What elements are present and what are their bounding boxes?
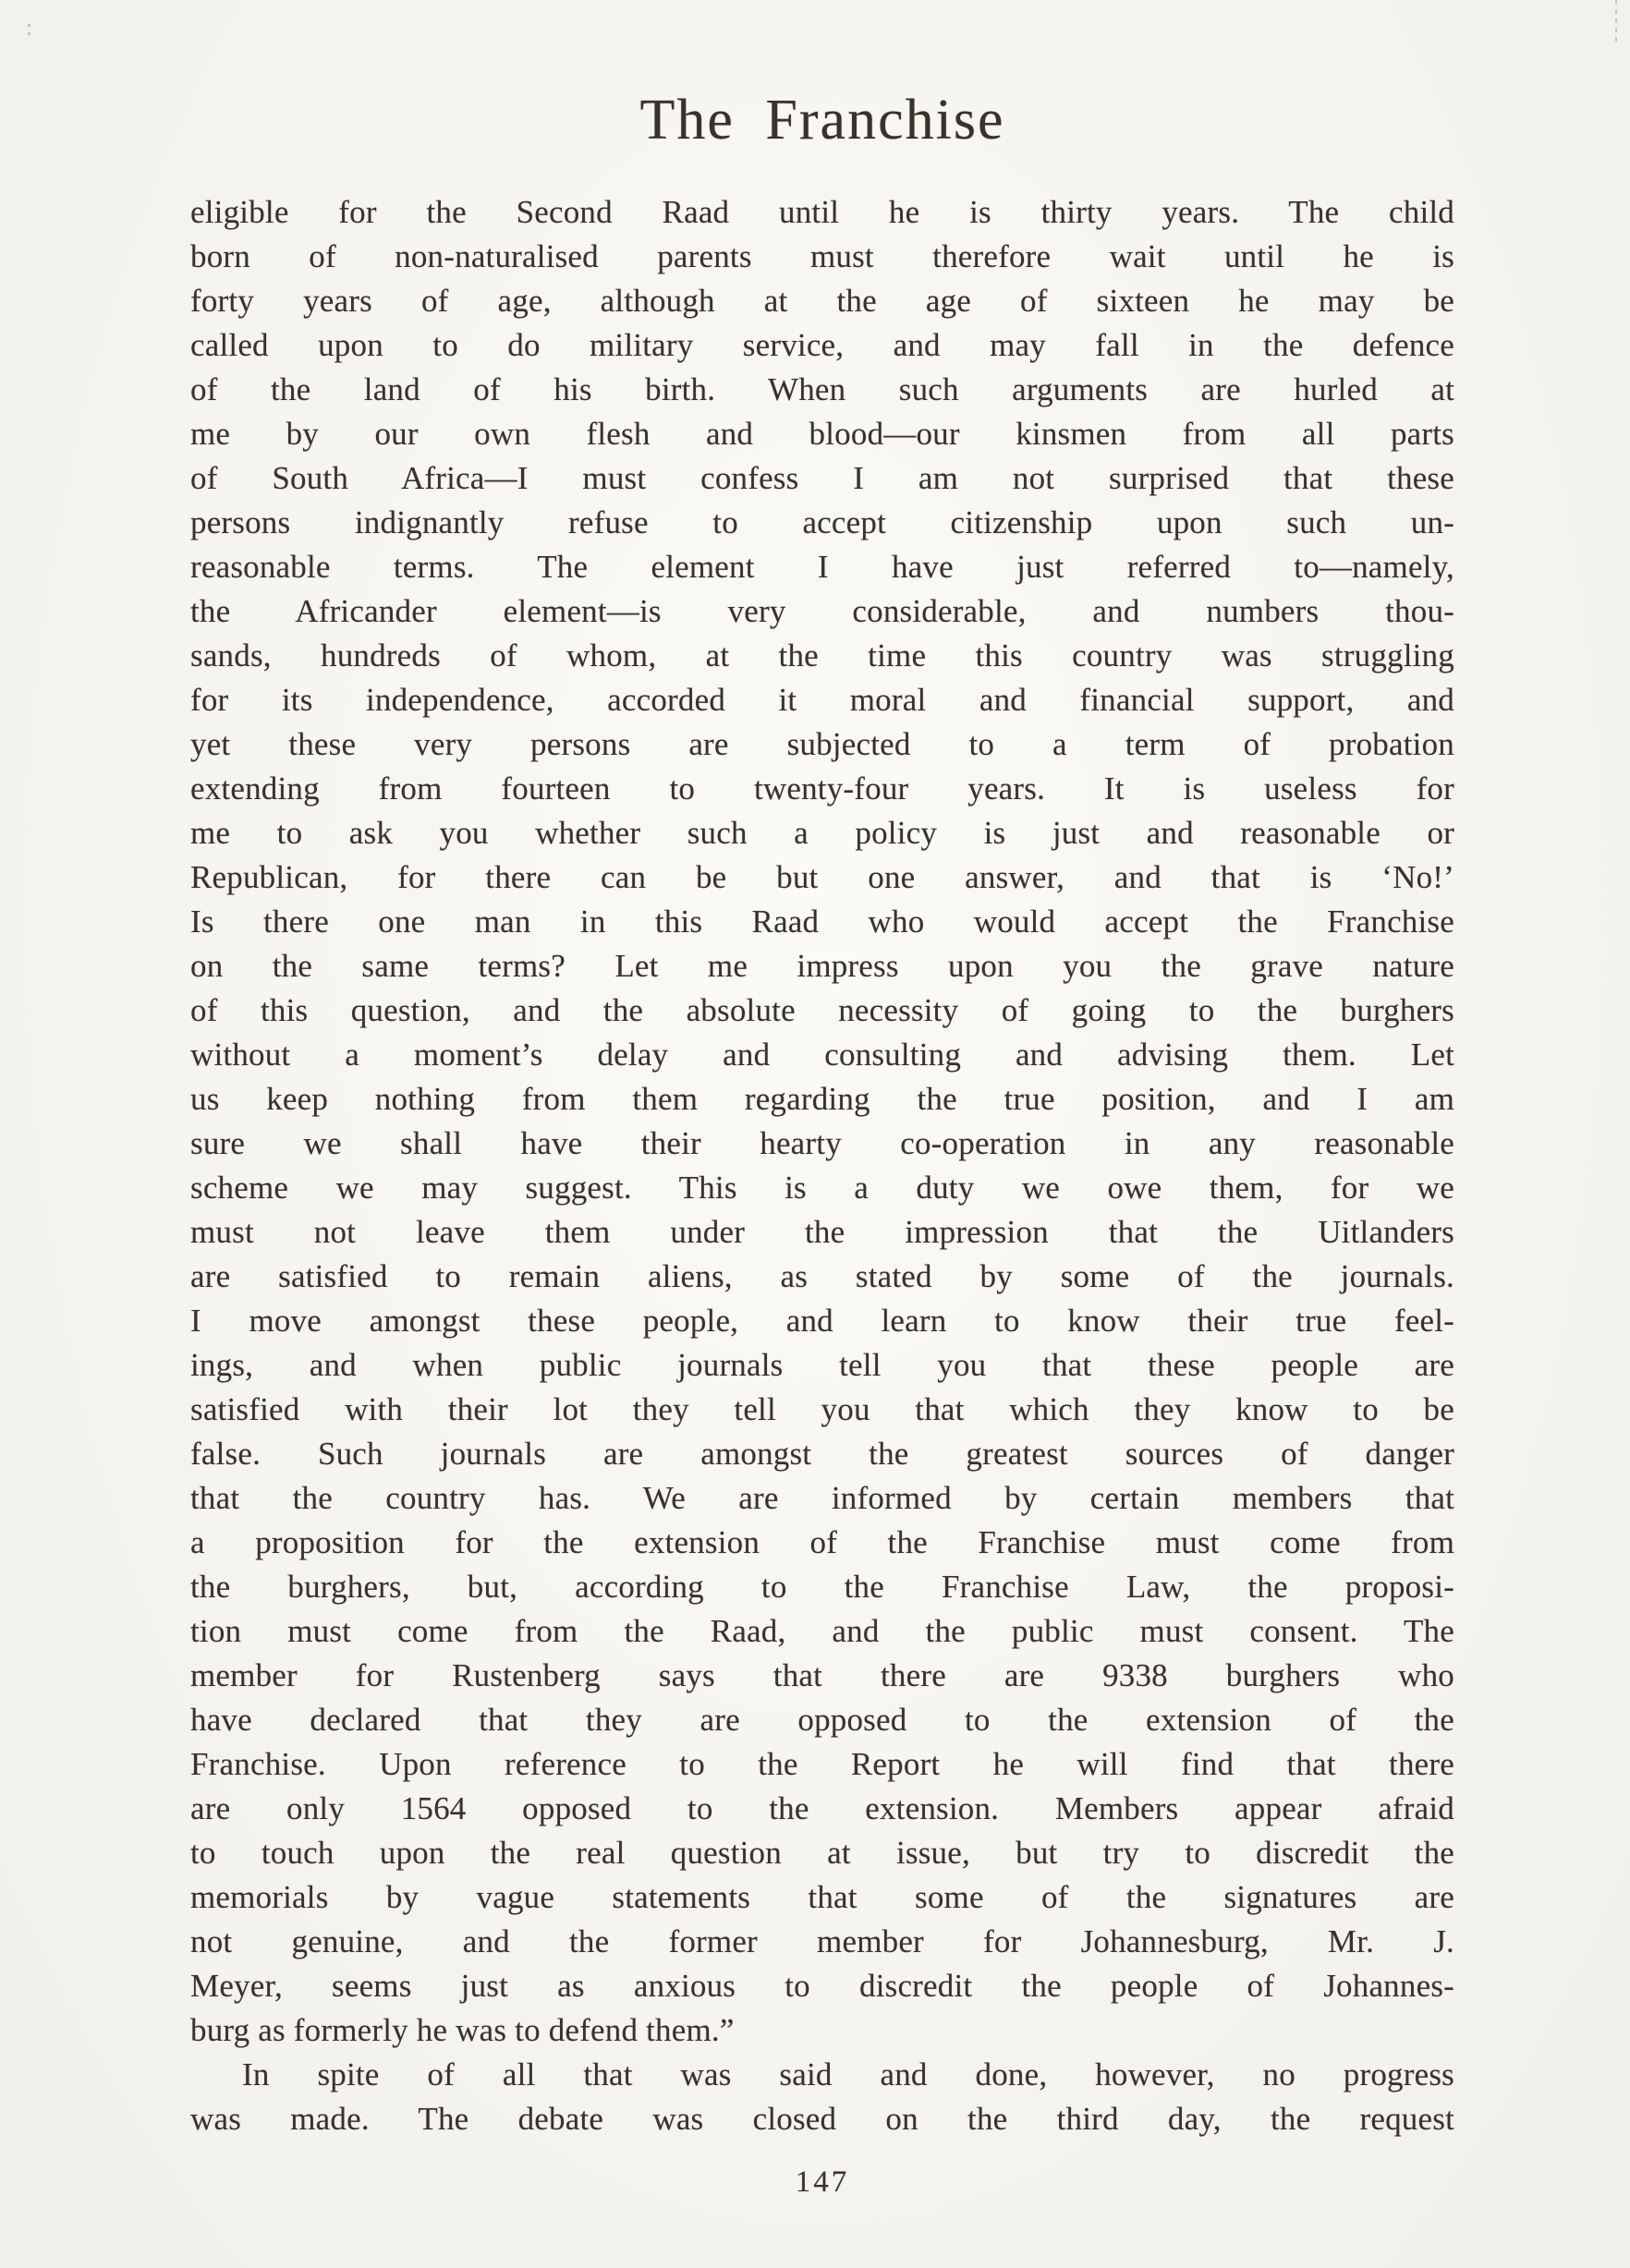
- text-line: me to ask you whether such a policy is just and reasonable or: [190, 815, 1454, 852]
- text-line: have declared that they are opposed to the extension of the: [190, 1702, 1454, 1739]
- text-line: are satisfied to remain aliens, as stated by some of the journals.: [190, 1258, 1454, 1295]
- text-line: us keep nothing from them regarding the true position, and I am: [190, 1081, 1454, 1118]
- text-line: the Africander element—is very considerable, and numbers thou-: [190, 593, 1454, 630]
- text-line: scheme we may suggest. This is a duty we owe them, for we: [190, 1170, 1454, 1207]
- scan-artifact: [1615, 0, 1617, 44]
- text-line: Republican, for there can be but one answer, and that is ‘No!’: [190, 859, 1454, 896]
- text-line: for its independence, accorded it moral and financial support, and: [190, 682, 1454, 719]
- text-line: was made. The debate was closed on the third day, the request: [190, 2101, 1454, 2138]
- text-line: eligible for the Second Raad until he is thirty years. The child: [190, 194, 1454, 231]
- text-line: satisfied with their lot they tell you that which they know to be: [190, 1391, 1454, 1428]
- text-line: Is there one man in this Raad who would accept the Franchise: [190, 904, 1454, 940]
- text-line: me by our own flesh and blood—our kinsmen from all parts: [190, 416, 1454, 453]
- text-line: sands, hundreds of whom, at the time this country was struggling: [190, 637, 1454, 674]
- text-line: Franchise. Upon reference to the Report he will find that there: [190, 1746, 1454, 1783]
- text-line: ings, and when public journals tell you that these people are: [190, 1347, 1454, 1384]
- text-line: Meyer, seems just as anxious to discredit the people of Johannes-: [190, 1968, 1454, 2005]
- text-line: persons indignantly refuse to accept citizenship upon such un-: [190, 504, 1454, 541]
- page-number: 147: [795, 2165, 850, 2200]
- text-line: the burghers, but, according to the Franchise Law, the proposi-: [190, 1569, 1454, 1606]
- text-line: of this question, and the absolute necessity of going to the burghers: [190, 992, 1454, 1029]
- text-line: member for Rustenberg says that there are 9338 burghers who: [190, 1657, 1454, 1694]
- text-line: reasonable terms. The element I have just referred to—namely,: [190, 549, 1454, 586]
- text-line: sure we shall have their hearty co-operation in any reasonable: [190, 1125, 1454, 1162]
- text-line: false. Such journals are amongst the greatest sources of danger: [190, 1436, 1454, 1473]
- text-line: burg as formerly he was to defend them.”: [190, 2012, 735, 2049]
- scan-artifact: [28, 24, 30, 39]
- text-line: called upon to do military service, and may fall in the defence: [190, 327, 1454, 364]
- text-line: not genuine, and the former member for Johannesburg, Mr. J.: [190, 1923, 1454, 1960]
- text-line: born of non-naturalised parents must therefore wait until he is: [190, 238, 1454, 275]
- text-line: without a moment’s delay and consulting and advising them. Let: [190, 1037, 1454, 1073]
- text-line: on the same terms? Let me impress upon you the grave nature: [190, 948, 1454, 985]
- text-line: that the country has. We are informed by certain members that: [190, 1480, 1454, 1517]
- text-line: of the land of his birth. When such arguments are hurled at: [190, 371, 1454, 408]
- text-line: to touch upon the real question at issue, but try to discredit the: [190, 1835, 1454, 1872]
- text-line: a proposition for the extension of the Franchise must come from: [190, 1524, 1454, 1561]
- text-line: are only 1564 opposed to the extension. Members appear afraid: [190, 1790, 1454, 1827]
- text-line: of South Africa—I must confess I am not surprised that these: [190, 460, 1454, 497]
- text-line: memorials by vague statements that some of the signatures are: [190, 1879, 1454, 1916]
- text-line: yet these very persons are subjected to a term of probation: [190, 726, 1454, 763]
- page-title: The Franchise: [639, 89, 1005, 152]
- body-text: [190, 190, 1454, 2141]
- text-line: I move amongst these people, and learn to know their true feel-: [190, 1303, 1454, 1340]
- text-line: tion must come from the Raad, and the public must consent. The: [190, 1613, 1454, 1650]
- text-line: forty years of age, although at the age of sixteen he may be: [190, 283, 1454, 320]
- text-line: In spite of all that was said and done, however, no progress: [242, 2056, 1454, 2093]
- text-line: extending from fourteen to twenty-four years. It is useless for: [190, 770, 1454, 807]
- text-line: must not leave them under the impression that the Uitlanders: [190, 1214, 1454, 1251]
